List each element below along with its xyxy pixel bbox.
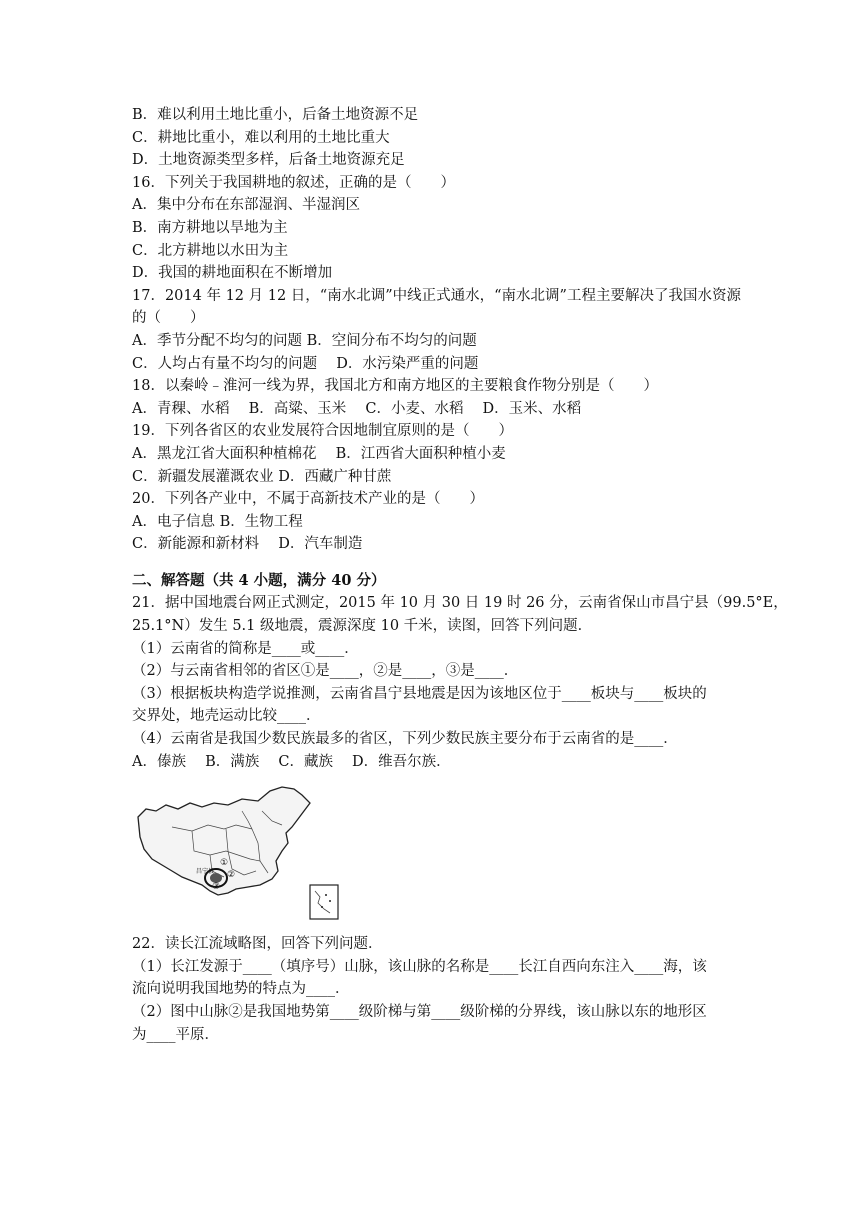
text-line: 17．2014 年 12 月 12 日，“南水北调”中线正式通水，“南水北调”工程主要解决了我国水资源 (132, 287, 741, 304)
text-line: A．黑龙江省大面积种植棉花 B．江西省大面积种植小麦 (132, 445, 506, 462)
exam-page (132, 104, 788, 1046)
text-line: 流向说明我国地势的特点为____． (132, 981, 350, 998)
text-line: C．人均占有量不均匀的问题 D．水污染严重的问题 (132, 355, 479, 372)
text-line: A．季节分配不均匀的问题 B．空间分布不均匀的问题 (132, 332, 477, 349)
text-line: B．南方耕地以旱地为主 (132, 219, 288, 236)
text-line: （3）根据板块构造学说推测，云南省昌宁县地震是因为该地区位于____板块与____板块的 (132, 685, 707, 702)
text-line: A．青稞、水稻 B．高粱、玉米 C．小麦、水稻 D．玉米、水稻 (132, 400, 582, 417)
map-label-2: ② (227, 870, 236, 881)
map-label-3: ③ (212, 882, 221, 893)
text-line: A．傣族 B．满族 C．藏族 D．维吾尔族． (132, 753, 451, 770)
text-line: 交界处，地壳运动比较____． (132, 708, 321, 725)
china-outline (138, 787, 310, 895)
section-title: 二、解答题（共 4 小题，满分 40 分） (132, 571, 386, 589)
text-line: （2）与云南省相邻的省区①是____，②是____，③是____． (132, 663, 519, 680)
text-line: A．集中分布在东部湿润、半湿润区 (132, 197, 360, 214)
text-line: 19．下列各省区的农业发展符合因地制宜原则的是（ ） (132, 423, 513, 440)
text-line: C．耕地比重小，难以利用的土地比重大 (132, 129, 390, 146)
text-line: （1）长江发源于____（填序号）山脉，该山脉的名称是____长江自西向东注入____海，该 (132, 958, 707, 975)
question-block-2 (132, 592, 788, 773)
text-line: 20．下列各产业中，不属于高新技术产业的是（ ） (132, 491, 484, 508)
question-block-1 (132, 104, 742, 556)
text-line: （2）图中山脉②是我国地势第____级阶梯与第____级阶梯的分界线，该山脉以东的地形区 (132, 1004, 707, 1020)
text-line: C．北方耕地以水田为主 (132, 242, 289, 259)
text-line: 为____平原． (132, 1026, 219, 1043)
text-line: 25.1°N）发生 5.1 级地震，震源深度 10 千米，读图，回答下列问题． (132, 618, 593, 635)
map-label-1: ① (220, 858, 229, 869)
text-line: C．新疆发展灌溉农业 D．西藏广种甘蔗 (132, 468, 392, 485)
south-sea-inset (310, 885, 338, 919)
text-line: （1）云南省的简称是____或____． (132, 640, 359, 657)
text-line: 21．据中国地震台网正式测定，2015 年 10 月 30 日 19 时 26 分，云南省保山市昌宁县（99.5°E， (132, 595, 788, 612)
text-line: C．新能源和新材料 D．汽车制造 (132, 536, 363, 553)
map-place-label: 昌宁县 (196, 868, 215, 876)
text-line: 18．以秦岭﹣淮河一线为界，我国北方和南方地区的主要粮食作物分别是（ ） (132, 378, 658, 395)
text-line: 的（ ） (132, 310, 205, 327)
text-line: 16．下列关于我国耕地的叙述，正确的是（ ） (132, 174, 455, 191)
text-line: B．难以利用土地比重小，后备土地资源不足 (132, 107, 419, 123)
text-line: D．土地资源类型多样，后备土地资源充足 (132, 152, 405, 169)
text-line: （4）云南省是我国少数民族最多的省区，下列少数民族主要分布于云南省的是____． (132, 731, 678, 748)
china-map-figure (132, 781, 344, 923)
text-line: 22．读长江流域略图，回答下列问题． (132, 936, 383, 953)
question-block-3 (132, 933, 742, 1046)
text-line: A．电子信息 B．生物工程 (132, 513, 303, 530)
text-line: D．我国的耕地面积在不断增加 (132, 265, 333, 282)
